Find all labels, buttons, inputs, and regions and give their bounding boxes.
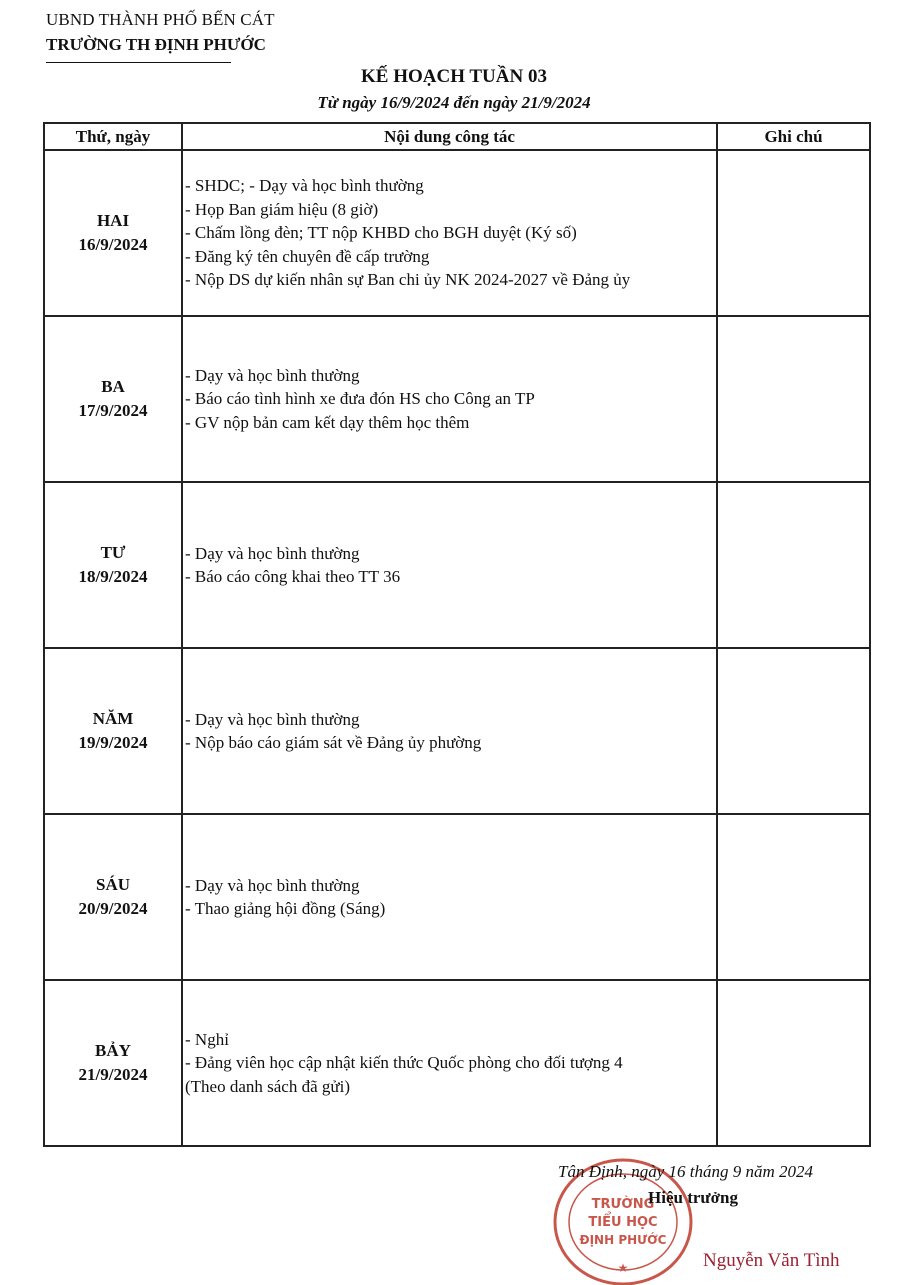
column-header-note: Ghi chú: [717, 123, 870, 150]
note-cell: [717, 814, 870, 980]
header-underline: [46, 62, 231, 63]
day-cell: [44, 482, 182, 648]
content-cell: [182, 814, 717, 980]
task-item: - Nộp DS dự kiến nhân sự Ban chi ủy NK 2024-2027 về Đảng ủy: [185, 270, 631, 290]
task-item: - Nộp báo cáo giám sát về Đảng ủy phường: [185, 733, 482, 752]
seal-text-line: TRƯỜNG: [591, 1197, 655, 1212]
task-item: - Dạy và học bình thường: [185, 365, 360, 385]
day-cell: [44, 814, 182, 980]
note-cell: [717, 316, 870, 482]
day-cell: [44, 150, 182, 316]
day-date: 21/9/2024: [78, 1065, 148, 1084]
day-cell: [44, 980, 182, 1146]
content-cell: [182, 980, 717, 1146]
note-cell: [717, 150, 870, 316]
table-row: [44, 316, 870, 482]
signer-name: Nguyễn Văn Tình: [703, 1250, 840, 1271]
day-date: 20/9/2024: [78, 899, 148, 918]
note-cell: [717, 482, 870, 648]
day-date: 19/9/2024: [78, 733, 148, 752]
task-item: - Báo cáo công khai theo TT 36: [185, 567, 401, 586]
task-item: - Báo cáo tình hình xe đưa đón HS cho Công an TP: [185, 389, 535, 409]
signer-role: Hiệu trưởng: [648, 1188, 738, 1207]
task-item: - Dạy và học bình thường: [185, 875, 360, 895]
day-date: 18/9/2024: [78, 567, 148, 586]
seal-text-line: ĐỊNH PHƯỚC: [579, 1233, 667, 1247]
task-item: - Chấm lồng đèn; TT nộp KHBD cho BGH duyệt (Ký số): [185, 223, 577, 243]
day-name: NĂM: [92, 709, 134, 728]
column-header-day: Thứ, ngày: [44, 123, 182, 150]
task-item: - Thao giảng hội đồng (Sáng): [185, 899, 386, 918]
table-row: [44, 482, 870, 648]
document-title: KẾ HOẠCH TUẦN 03: [361, 66, 547, 87]
day-name: BẢY: [95, 1041, 131, 1060]
task-item: - Dạy và học bình thường: [185, 543, 360, 563]
content-cell: [182, 150, 717, 316]
task-item: - SHDC; - Dạy và học bình thường: [185, 176, 424, 196]
day-date: 16/9/2024: [78, 235, 148, 254]
note-cell: [717, 980, 870, 1146]
weekly-plan-table: [43, 122, 871, 1147]
task-item: - Họp Ban giám hiệu (8 giờ): [185, 199, 379, 219]
svg-text:★: ★: [617, 1261, 629, 1275]
task-item: (Theo danh sách đã gửi): [185, 1076, 350, 1096]
column-header-content: Nội dung công tác: [182, 123, 717, 150]
table-header-row: [44, 123, 870, 150]
day-name: SÁU: [95, 875, 130, 894]
issuing-authority: UBND THÀNH PHỐ BẾN CÁT: [46, 10, 275, 29]
day-date: 17/9/2024: [78, 401, 148, 420]
table-row: [44, 648, 870, 814]
school-name: TRƯỜNG TH ĐỊNH PHƯỚC: [46, 35, 266, 54]
task-item: - Nghỉ: [185, 1029, 229, 1049]
task-item: - Đăng ký tên chuyên đề cấp trường: [185, 246, 430, 266]
day-cell: [44, 316, 182, 482]
content-cell: [182, 648, 717, 814]
table-row: [44, 814, 870, 980]
date-range: Từ ngày 16/9/2024 đến ngày 21/9/2024: [317, 93, 591, 112]
content-cell: [182, 482, 717, 648]
content-cell: [182, 316, 717, 482]
task-item: - GV nộp bản cam kết dạy thêm học thêm: [185, 412, 470, 432]
day-name: BA: [101, 377, 125, 396]
seal-text-line: TIỂU HỌC: [588, 1215, 658, 1230]
place-and-date: Tân Định, ngày 16 tháng 9 năm 2024: [558, 1162, 813, 1181]
day-cell: [44, 648, 182, 814]
task-item: - Dạy và học bình thường: [185, 709, 360, 729]
task-item: - Đảng viên học cập nhật kiến thức Quốc phòng cho đối tượng 4: [185, 1053, 623, 1073]
day-name: TƯ: [100, 543, 126, 562]
note-cell: [717, 648, 870, 814]
table-row: [44, 150, 870, 316]
table-row: [44, 980, 870, 1146]
day-name: HAI: [96, 211, 130, 230]
